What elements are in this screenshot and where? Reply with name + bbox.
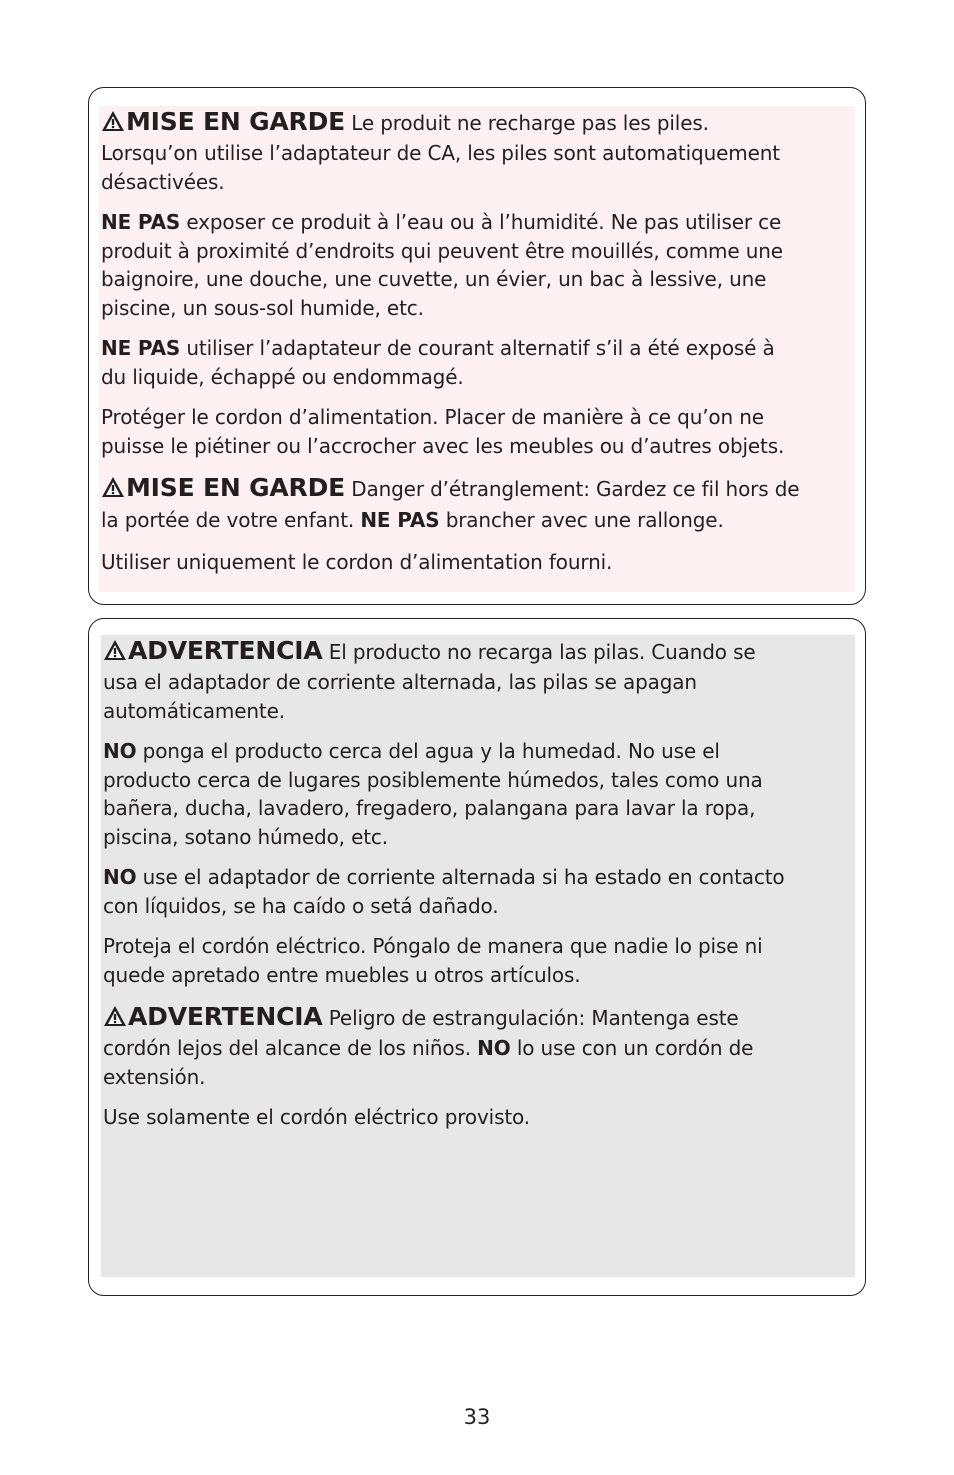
- warning-paragraph-4: Protéger le cordon d’alimentation. Placer de manière à ce qu’on ne: [101, 405, 764, 429]
- warning-paragraph-5: ADVERTENCIA Peligro de estrangulación: Mantenga este: [103, 1001, 851, 1034]
- warning-content-french: MISE EN GARDE Le produit ne recharge pas les piles. Lorsqu’on utilise l’adaptateur de CA, les piles sont automatiquement désactivées. NE PAS exposer ce produit à l’eau ou à l’humidité. Ne pas utiliser ce produit à proximité d’endroits qui peuvent être mouillés, comme une baignoire, une douche, une cuvette, un évier, un bac à lessive, une piscine, un sous-sol humide, etc. NE PAS utiliser l’adaptateur de courant alternatif s’il a été exposé à du liquide, échappé ou endommagé. Protéger le cordon d’alimentation. Placer de manière à ce qu’on ne puisse le piétiner ou l’accrocher avec les meubles ou d’autres objets. MISE EN GARDE Danger d’étranglement: Gardez ce fil hors de la portée de votre enfant. NE PAS brancher avec une rallonge. Utiliser uniquement le cordon d’alimentation fourni.: [99, 106, 855, 577]
- warning-label: ADVERTENCIA: [128, 636, 323, 665]
- warning-paragraph-1: ADVERTENCIA El producto no recarga las pilas. Cuando se: [103, 635, 851, 668]
- warning-box-spanish: [88, 618, 866, 1296]
- warning-triangle-icon: [101, 110, 125, 132]
- warning-paragraph-2: NO ponga el producto cerca del agua y la humedad. No use el: [103, 739, 720, 763]
- warning-label: ADVERTENCIA: [128, 1002, 323, 1031]
- warning-panel-spanish: [101, 635, 855, 1277]
- warning-paragraph-5: MISE EN GARDE Danger d’étranglement: Gardez ce fil hors de: [101, 472, 851, 505]
- warning-label: MISE EN GARDE: [126, 107, 346, 136]
- warning-paragraph-6: Utiliser uniquement le cordon d’alimentation fourni.: [101, 550, 613, 574]
- warning-paragraph-1: MISE EN GARDE Le produit ne recharge pas les piles.: [101, 106, 851, 139]
- warning-paragraph-3: NE PAS utiliser l’adaptateur de courant alternatif s’il a été exposé à: [101, 336, 775, 360]
- warning-panel-french: [99, 106, 855, 592]
- warning-paragraph-6: Use solamente el cordón eléctrico provisto.: [103, 1105, 530, 1129]
- warning-label: MISE EN GARDE: [126, 473, 346, 502]
- warning-paragraph-3: NO use el adaptador de corriente alternada si ha estado en contacto: [103, 865, 785, 889]
- page-number: 33: [463, 1405, 491, 1429]
- warning-paragraph-2: NE PAS exposer ce produit à l’eau ou à l’humidité. Ne pas utiliser ce: [101, 210, 782, 234]
- warning-triangle-icon: [101, 476, 125, 498]
- warning-content-spanish: ADVERTENCIA El producto no recarga las pilas. Cuando se usa el adaptador de corriente alternada, las pilas se apagan automáticamente. NO ponga el producto cerca del agua y la humedad. No use el producto cerca de lugares posiblemente húmedos, tales como una bañera, ducha, lavadero, fregadero, palangana para lavar la ropa, piscina, sotano húmedo, etc. NO use el adaptador de corriente alternada si ha estado en contacto con líquidos, se ha caído o setá dañado. Proteja el cordón eléctrico. Póngalo de manera que nadie lo pise ni quede apretado entre muebles u otros artículos. ADVERTENCIA Peligro de estrangulación: Mantenga este cordón lejos del alcance de los niños. NO lo use con un cordón de extensión. Use solamente el cordón eléctrico provisto.: [101, 635, 855, 1132]
- warning-paragraph-4: Proteja el cordón eléctrico. Póngalo de manera que nadie lo pise ni: [103, 934, 763, 958]
- warning-box-french: [88, 87, 866, 605]
- warning-triangle-icon: [103, 639, 127, 661]
- warning-triangle-icon: [103, 1005, 127, 1027]
